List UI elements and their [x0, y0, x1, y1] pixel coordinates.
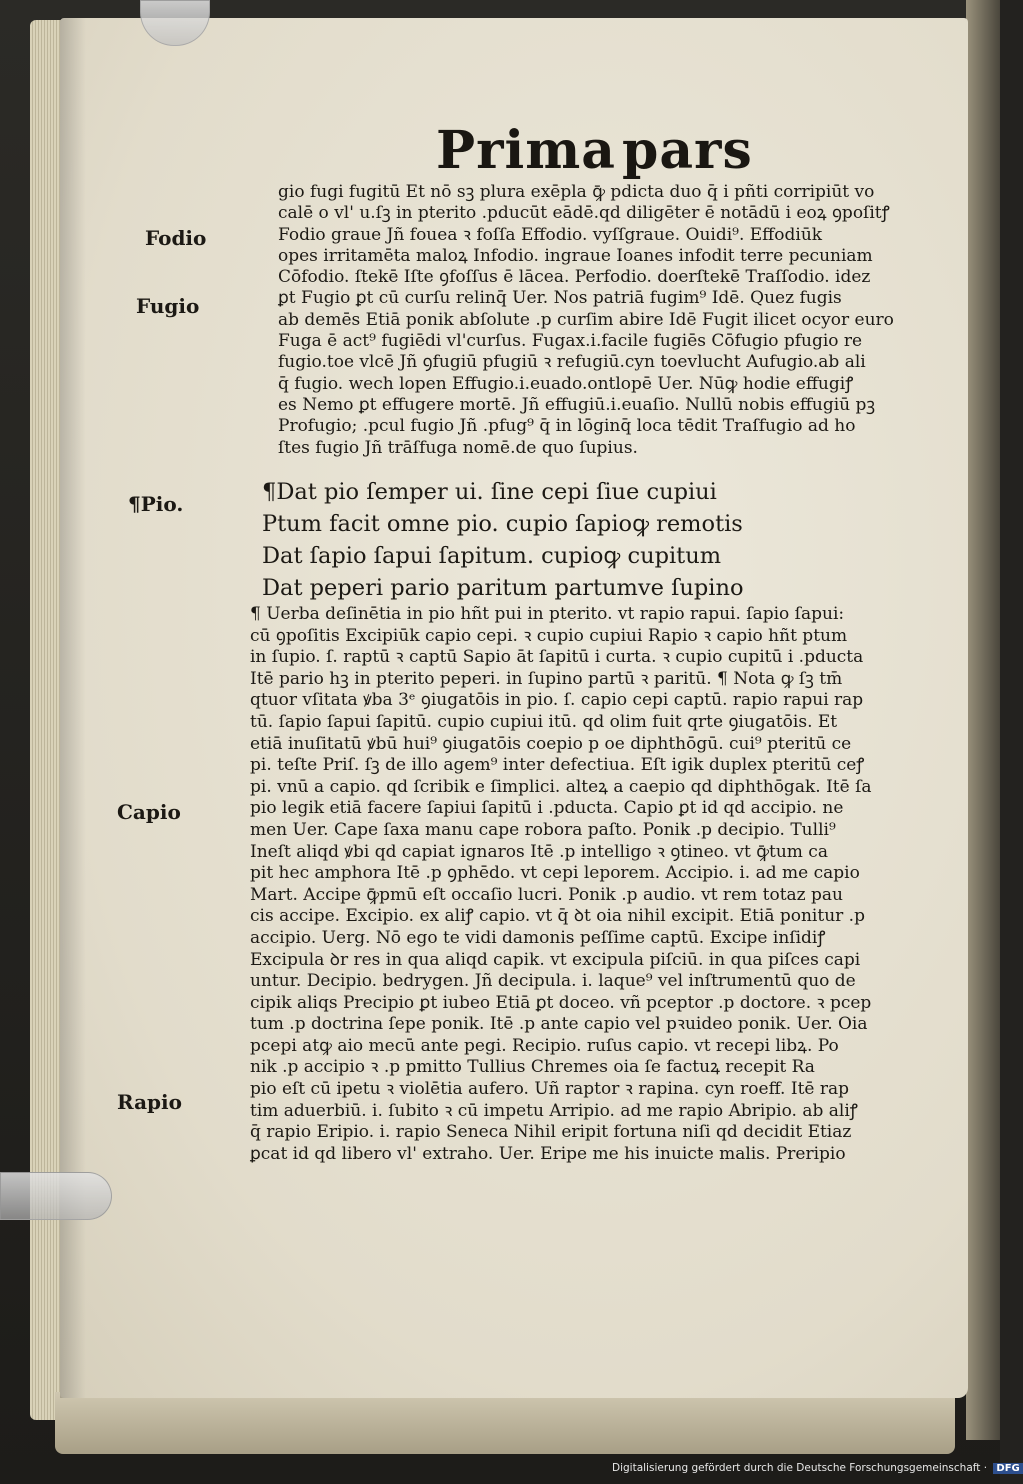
dfg-logo: DFG	[993, 1463, 1022, 1474]
text-line: pio eſt cū ipetu ꝛ violētia aufero. Uñ raptor ꝛ rapina. cyn roeff. Itē rap	[250, 1079, 850, 1100]
text-line: pi. vnū a capio. qd ſcribik e ſimplici. alteꝝ a caepio qd diphthōgak. Itē ſa	[250, 776, 872, 797]
text-line: Fuga ē act⁹ fugiēdi vl'curſus. Fugax.i.facile fugiēs Cōfugio pfugio re	[278, 331, 863, 352]
text-line: es Nemo ꝑt effugere mortē. Jñ effugiū.i.euaſio. Nullū nobis effugiū pꝫ	[278, 394, 876, 415]
text-block-capio-rapio	[250, 604, 872, 1165]
text-line: pio legik etiā facere ſapiui ſapitū i .pducta. Capio ꝑt id qd accipio. ne	[250, 798, 844, 819]
book-right-edge	[966, 0, 1000, 1440]
text-line: Itē pario hꝫ in pterito peperi. in ſupino partū ꝛ paritū. ¶ Nota ꝙ ſꝫ tm̄	[250, 668, 843, 689]
text-line: Dat ſapio ſapui ſapitum. cupioꝙ cupitum	[262, 543, 722, 569]
text-line: cū ꝯpoſitis Excipiūk capio cepi. ꝛ cupio cupiui Rapio ꝛ capio hñt ptum	[250, 625, 848, 646]
margin-note-fugio: Fugio	[136, 294, 200, 318]
text-line: gio fugi fugitū Et nō sꝫ plura exēpla ꝙ̄ pdicta duo q̄ i pñti corripiūt vo	[278, 182, 875, 202]
text-line: ¶Dat pio ſemper ui. ſine cepi ſiue cupiui	[262, 479, 717, 505]
text-line: nik .p accipio ꝛ .p pmitto Tullius Chremes oia ſe factuꝝ recepit Ra	[250, 1057, 815, 1078]
text-line: ſtes fugio Jñ trāſfuga nomē.de quo ſupius.	[278, 437, 638, 458]
text-line: Profugio; .pcul fugio Jñ .pfug⁹ q̄ in lōginq̄ loca tēdit Traſfugio ad ho	[278, 416, 856, 437]
book-cover-bottom	[55, 1392, 955, 1454]
glass-holder-bottom	[0, 1172, 112, 1220]
text-line: Cōfodio. ſtekē Iſte ꝯfoſſus ē lācea. Perfodio. doerſtekē Traſſodio. idez	[278, 267, 871, 288]
text-line: fugio.toe vlcē Jñ ꝯfugiū pfugiū ꝛ refugiū.cyn toevlucht Aufugio.ab ali	[278, 352, 866, 373]
text-line: Dat peperi pario paritum partumve ſupino	[262, 575, 744, 601]
text-block-fodio-fugio	[278, 182, 894, 459]
text-line: q̄ rapio Eripio. i. rapio Seneca Nihil eripit fortuna niſi qd decidit Etiaz	[250, 1122, 852, 1143]
text-line: qtuor vſitata ꝟba 3ᵉ ꝯiugatōis in pio. ſ. capio cepi captū. rapio rapui rap	[250, 690, 864, 711]
text-line: q̄ fugio. wech lopen Effugio.i.euado.ontlopē Uer. Nūꝙ hodie effugiꝭ	[278, 373, 854, 394]
text-line: pit hec amphora Itē .p ꝯphēdo. vt cepi leporem. Accipio. i. ad me capio	[250, 863, 860, 884]
text-line: men Uer. Cape ſaxa manu cape robora paſto. Ponik .p decipio. Tulli⁹	[250, 819, 836, 840]
digitization-footer: Digitalisierung gefördert durch die Deutsche Forschungsgemeinschaft · DFG	[612, 1462, 1023, 1474]
text-line: calē o vl' u.ſꝫ in pterito .pducūt eādē.qd diligēter ē notādū i eoꝝ ꝯpoſitꝭ	[278, 203, 890, 224]
text-line: ꝑt Fugio ꝑt cū curſu relinq̄ Uer. Nos patriā fugim⁹ Idē. Quez fugis	[278, 288, 842, 309]
verse-block-pio	[262, 476, 744, 604]
text-line: Excipula ꝺr res in qua aliqd capik. vt excipula piſciū. in qua piſces capi	[250, 949, 861, 970]
page-heading-prima: Prima	[436, 120, 616, 181]
text-line: cipik aliqs Precipio ꝑt iubeo Etiā ꝑt doceo. vñ pceptor .p doctore. ꝛ pcep	[250, 992, 872, 1013]
text-line: accipio. Uerg. Nō ego te vidi damonis peſſime captū. Excipe inſidiꝭ	[250, 927, 826, 948]
text-line: Ineſt aliqd ꝟbi qd capiat ignaros Itē .p intelligo ꝛ ꝯtineo. vt ꝙ̄tum ca	[250, 841, 828, 862]
text-line: in ſupio. ſ. raptū ꝛ captū Sapio āt ſapitū i curta. ꝛ cupio cupitū i .pducta	[250, 647, 864, 668]
text-line: tum .p doctrina ſepe ponik. Itē .p ante capio vel pꝛuideo ponik. Uer. Oia	[250, 1014, 868, 1035]
text-line: Fodio graue Jñ fouea ꝛ foſſa Effodio. vyſſgraue. Ouidi⁹. Effodiūk	[278, 224, 823, 245]
text-line: ¶ Uerba deſinētia in pio hñt pui in pterito. vt rapio rapui. ſapio ſapui:	[250, 604, 845, 624]
footer-text: Digitalisierung gefördert durch die Deutsche Forschungsgemeinschaft	[612, 1462, 981, 1474]
text-line: cis accipe. Excipio. ex aliꝭ capio. vt q̄ ꝺt oia nihil excipit. Etiā ponitur .p	[250, 906, 865, 927]
margin-note-rapio: Rapio	[117, 1090, 182, 1114]
text-line: pcepi atꝙ aio mecū ante pegi. Recipio. ruſus capio. vt recepi libꝝ. Po	[250, 1035, 839, 1056]
margin-note-fodio: Fodio	[145, 226, 207, 250]
text-line: tim aduerbiū. i. ſubito ꝛ cū impetu Arripio. ad me rapio Abripio. ab aliꝭ	[250, 1100, 858, 1121]
text-line: tū. ſapio ſapui ſapitū. cupio cupiui itū. qd olim fuit qrte ꝯiugatōis. Et	[250, 711, 838, 732]
text-line: ꝑcat id qd libero vl' extraho. Uer. Eripe me his inuicte malis. Preripio	[250, 1143, 846, 1164]
text-line: etiā inuſitatū ꝟbū hui⁹ ꝯiugatōis coepio p oe diphthōgū. cui⁹ pteritū ce	[250, 733, 852, 754]
text-line: untur. Decipio. bedrygen. Jñ decipula. i. laque⁹ vel inſtrumentū quo de	[250, 971, 856, 992]
text-line: pi. teſte Priſ. ſꝫ de illo agem⁹ inter defectiua. Eſt igik duplex pteritū ceꝭ	[250, 755, 865, 776]
text-line: Mart. Accipe ꝙ̄pmū eſt occaſio lucri. Ponik .p audio. vt rem totaz pau	[250, 884, 843, 905]
margin-note-pio: ¶Pio.	[128, 492, 184, 516]
margin-note-capio: Capio	[117, 800, 181, 824]
text-line: opes irritamēta maloꝝ Infodio. ingraue Ioanes infodit terre pecuniam	[278, 245, 873, 266]
page-heading-pars: pars	[622, 120, 753, 181]
text-line: Ptum facit omne pio. cupio ſapioꝙ remotis	[262, 511, 743, 537]
text-line: ab demēs Etiā ponik abſolute .p curſim abire Idē Fugit ilicet ocyor euro	[278, 309, 894, 330]
